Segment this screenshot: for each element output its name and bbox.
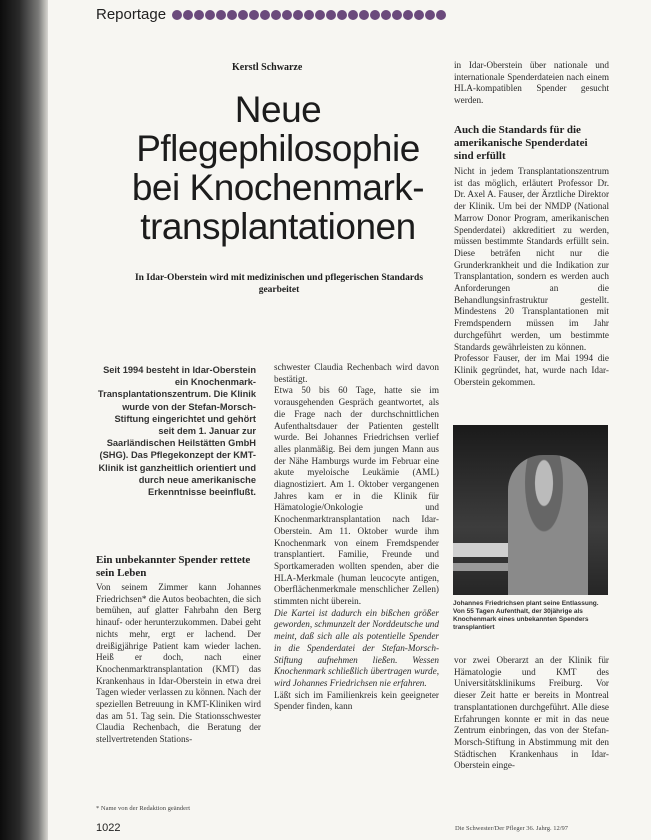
header-dot (370, 10, 380, 20)
header-dot (271, 10, 281, 20)
col3-body-lower: vor zwei Oberarzt an der Klinik für Hämatologie und KMT des Universitätsklinikums Freiburg. Vor dieser Zeit hatte er bereits in Montreal transplantationen durchgeführt. Alle diese Erfahrungen konnte er mit in das neue Zentrum einbringen, das von der Stefan-Morsch-Stiftung in Abstimmung mit den Städtischen Krankenhaus in Idar-Oberstein einge- (454, 655, 609, 771)
photo-caption: Johannes Friedrichsen plant seine Entlassung. Von 55 Tagen Aufenthalt, der 30jährige als Knochenmark eines unbekannten Spenders transplantiert (453, 600, 599, 631)
header-dot (172, 10, 182, 20)
patient-photo (453, 425, 608, 595)
header-dot (403, 10, 413, 20)
title-line: transplantationen (140, 206, 416, 247)
header-dot (260, 10, 270, 20)
col3-body (454, 166, 609, 416)
header-dot (436, 10, 446, 20)
col2-paragraph: Die Kartei ist dadurch ein bißchen größer geworden, schmunzelt der Norddeutsche und meint, daß sich alle als potentielle Spender in die Spenderdatei der Stefan-Morsch-Stiftung aufnehmen ließen. Wessen Knochenmark schließlich übertragen wurde, wird Johannes Friedrichsen nie erfahren. (274, 607, 439, 688)
header-dot (249, 10, 259, 20)
col2-paragraph: schwester Claudia Rechenbach wird davon bestätigt. (274, 362, 439, 384)
header-dot (392, 10, 402, 20)
header-dot (194, 10, 204, 20)
col3-paragraph: Nicht in jedem Transplantationszentrum ist das möglich, erläutert Professor Dr. Dr. Axel A. Fauser, der Ärztliche Direktor der Klinik. Um bei der NMDP (National Marrow Donor Program, amerikanischen Spenderdatei) akkreditiert zu werden, müssen bestimmte Standards erfüllt sein. Diese beträfen nicht nur die Grunderkrankheit und die Indikation zur Transplantation, sondern es werden auch Anforderungen an die Behandlungsinfrastruktur gestellt. Mindestens 20 Transplantationen mit Fremdspendern müssen im Jahr durchgeführt werden, um bestimmte Standards gewährleisten zu können. (454, 166, 609, 352)
footnote: * Name von der Redaktion geändert (96, 805, 191, 812)
header-dot (205, 10, 215, 20)
journal-reference: Die Schwester/Der Pfleger 36. Jahrg. 12/97 (455, 825, 569, 832)
col3-heading: Auch die Standards für die amerikanische Spenderdatei sind erfüllt (454, 124, 588, 162)
decorative-dot-row (172, 10, 446, 20)
header-dot (183, 10, 193, 20)
page-number: 1022 (96, 822, 121, 834)
header-dot (282, 10, 292, 20)
article-subtitle: In Idar-Oberstein wird mit medizinischen und pflegerischen Standards gearbeitet (134, 273, 424, 295)
header-dot (337, 10, 347, 20)
col1-paragraph: Von seinem Zimmer kann Johannes Friedrichsen* die Autos beobachten, die sich bemühen, auf glatter Fahrbahn den Berg hinauf- oder herunterzukommen. Dabei geht nichts mehr, ergt er lachend. Der dreißigjährige Patient kam wieder lachen. Heiß er doch, nach einer Knochenmarktransplantation (KMT) das Krankenhaus in Idar-Oberstein in etwa drei Tagen wieder verlassen zu können. Nach der speziellen Betreuung in KMT-Kliniken wird das am 51. Tag sein. Die Stationsschwester Claudia Rechenbach, die Beratung der stellvertretenden Stations- (96, 582, 261, 745)
section-header (96, 6, 446, 23)
header-dot (414, 10, 424, 20)
article-title (118, 90, 438, 246)
header-dot (315, 10, 325, 20)
header-dot (238, 10, 248, 20)
header-dot (425, 10, 435, 20)
header-dot (216, 10, 226, 20)
header-dot (293, 10, 303, 20)
header-dot (304, 10, 314, 20)
header-dot (381, 10, 391, 20)
lead-paragraph: Seit 1994 besteht in Idar-Oberstein ein Knochenmark-Transplantationszentrum. Die Klinik wurde von der Stefan-Morsch-Stiftung eingerichtet und gehört seit dem 1. Januar zur Saarländischen Heilstätten GmbH (SHG). Das Pflegekonzept der KMT-Klinik ist ganzheitlich orientiert und durch neue amerikanische Erkenntnisse beeinflußt. (97, 365, 256, 498)
photo-person (508, 455, 588, 595)
header-dot (348, 10, 358, 20)
section-label: Reportage (96, 6, 167, 23)
book-spine-shadow (0, 0, 48, 840)
col3-intro: in Idar-Oberstein über nationale und internationale Spenderdateien nach einem HLA-kompatiblen Spender gesucht werden. (454, 60, 609, 106)
header-dot (326, 10, 336, 20)
photo-bed-rail (453, 563, 513, 571)
col2-paragraph: Läßt sich im Familienkreis kein geeigneter Spender finden, kann (274, 689, 439, 712)
col1-heading: Ein unbekannter Spender rettete sein Leben (96, 554, 251, 579)
col1-body (96, 582, 261, 792)
col2-body (274, 362, 439, 835)
header-dot (227, 10, 237, 20)
title-line: bei Knochenmark- (131, 167, 425, 208)
col3-paragraph: Professor Fauser, der im Mai 1994 die Klinik gegründet, hat, wurde nach Idar-Oberstein gekommen. (454, 353, 609, 387)
author-byline: Kerstl Schwarze (232, 62, 303, 73)
header-dot (359, 10, 369, 20)
title-line: Neue (234, 89, 322, 130)
col2-paragraph: Etwa 50 bis 60 Tage, hatte sie im vorausgehenden Gespräch geantwortet, als die Frage nach der durchschnittlichen Aufenthaltsdauer der Patienten gestellt wurde. Bei Johannes Friedrichsen verlief alles planmäßig. Bei dem jungen Mann aus der Nähe Hamburgs wurde im Februar eine akute myeloische Leukämie (AML) diagnostiziert. Am 1. Oktober vergangenen Jahres kam er in die Klinik für Hämatologie/Onkologie und Knochenmarktransplantation nach Idar-Oberstein. Am 11. Oktober wurde ihm Knochenmark von einem Fremdspender transplantiert. Familie, Freunde und Sportkameraden wollten spenden, aber die HLA-Merkmale (human leucocyte antigen, Oberflächenmerkmale menschlicher Zellen) stimmten nicht überein. (274, 385, 439, 607)
title-line: Pflegephilosophie (136, 128, 420, 169)
